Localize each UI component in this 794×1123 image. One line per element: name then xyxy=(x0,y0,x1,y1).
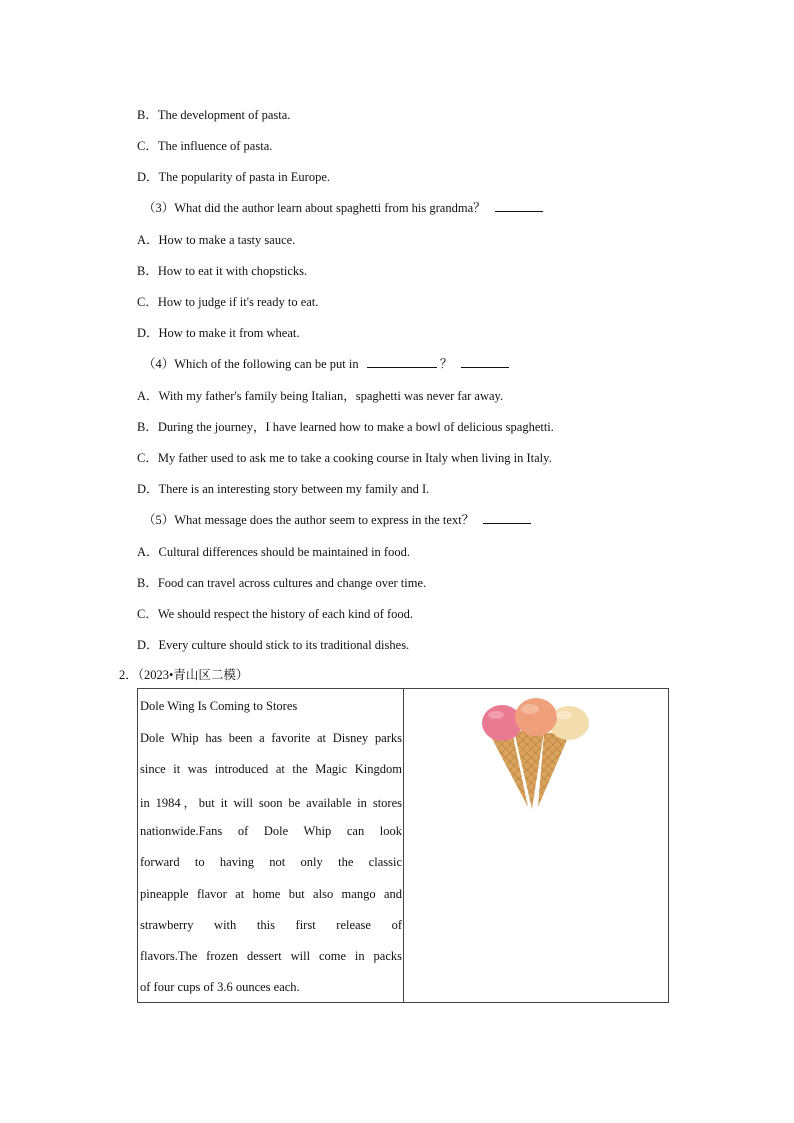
q4-option-b: B．During the journey，I have learned how to make a bowl of delicious spaghetti. xyxy=(137,420,554,434)
q4-option-c: C．My father used to ask me to take a cooking course in Italy when living in Italy. xyxy=(137,451,552,465)
passage-line: pineapple flavor at home but also mango and xyxy=(140,887,402,901)
reading-table xyxy=(137,688,669,1003)
passage-line: flavors.The frozen dessert will come in packs xyxy=(140,949,402,963)
passage-line: nationwide.Fans of Dole Whip can look xyxy=(140,824,402,838)
ice-cream-cones-icon xyxy=(404,689,668,1002)
scoop-pink xyxy=(482,705,522,741)
passage-title: Dole Wing Is Coming to Stores xyxy=(140,699,298,713)
answer-blank xyxy=(495,198,543,212)
answer-blank xyxy=(483,510,531,524)
passage-line: in 1984，but it will soon be available in stores xyxy=(140,796,402,810)
passage-line: of four cups of 3.6 ounces each. xyxy=(140,980,300,994)
q2-option-d: D．The popularity of pasta in Europe. xyxy=(137,170,331,184)
question-number: 2．（2023•青山区二模） xyxy=(119,668,249,682)
answer-blank xyxy=(461,354,509,368)
q3-option-c: C．How to judge if it's ready to eat. xyxy=(137,295,319,309)
q5-stem: （5）What message does the author seem to express in the text？ xyxy=(143,510,531,528)
image-cell xyxy=(404,689,668,1002)
scoop-orange xyxy=(515,698,557,736)
q4-stem: （4）Which of the following can be put in ？ xyxy=(143,354,509,372)
q5-option-a: A．Cultural differences should be maintained in food. xyxy=(137,545,410,559)
cone xyxy=(538,733,570,807)
q3-option-a: A．How to make a tasty sauce. xyxy=(137,233,296,247)
q2-option-c: C．The influence of pasta. xyxy=(137,139,273,153)
q3-option-d: D．How to make it from wheat. xyxy=(137,326,300,340)
q3-option-b: B．How to eat it with chopsticks. xyxy=(137,264,308,278)
q5-option-c: C．We should respect the history of each kind of food. xyxy=(137,607,414,621)
q2-option-b: B．The development of pasta. xyxy=(137,108,291,122)
q4-option-a: A．With my father's family being Italian，spaghetti was never far away. xyxy=(137,389,504,403)
passage-line: forward to having not only the classic xyxy=(140,855,402,869)
passage-line: Dole Whip has been a favorite at Disney parks xyxy=(140,731,402,745)
passage-line: strawberry with this first release of xyxy=(140,918,402,932)
q5-option-b: B．Food can travel across cultures and change over time. xyxy=(137,576,427,590)
passage-blank xyxy=(367,354,437,368)
q5-option-d: D．Every culture should stick to its traditional dishes. xyxy=(137,638,410,652)
passage-line: since it was introduced at the Magic Kingdom xyxy=(140,762,402,776)
q4-option-d: D．There is an interesting story between my family and I. xyxy=(137,482,430,496)
passage-cell xyxy=(138,689,404,1002)
q3-stem: （3）What did the author learn about spaghetti from his grandma？ xyxy=(143,198,543,216)
